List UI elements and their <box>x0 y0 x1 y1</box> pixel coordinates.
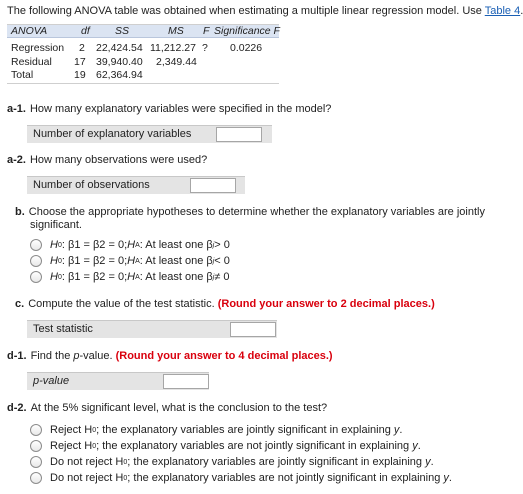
question-c-number: c. <box>15 298 25 310</box>
conclusion-option-4[interactable] <box>30 472 452 484</box>
h0-symbol: H <box>50 255 58 267</box>
option-prefix: Do not reject H <box>50 472 124 484</box>
field-row-explanatory-variables <box>27 125 272 143</box>
anova-ms-regression: 11,212.27 <box>150 42 196 54</box>
alt-operator: < 0 <box>214 255 230 267</box>
anova-header-f: F <box>203 25 210 37</box>
question-c-text: Compute the value of the test statistic. <box>28 298 215 310</box>
y-variable: y <box>425 456 431 468</box>
intro-text <box>7 5 523 17</box>
anova-df-residual: 17 <box>74 56 86 68</box>
field-row-p-value <box>27 372 209 390</box>
field-label-p-value: p-value <box>33 375 70 387</box>
question-c-rounding-note: (Round your answer to 2 decimal places.) <box>217 298 435 310</box>
anova-df-regression: 2 <box>79 42 85 54</box>
question-d2-number: d-2. <box>7 402 27 414</box>
anova-df-total: 19 <box>74 69 86 81</box>
h0-symbol: H <box>50 239 58 251</box>
beta-prefix: : β <box>61 271 75 283</box>
null-hypothesis-text: 1 = β2 = 0; <box>74 239 128 251</box>
question-d1-text: Find the <box>30 350 71 362</box>
alt-hypothesis-text: : At least one β <box>139 271 213 283</box>
j-subscript: j <box>212 241 215 249</box>
y-variable: y <box>393 424 400 436</box>
conclusion-option-3[interactable] <box>30 456 434 468</box>
beta-prefix: : β <box>61 255 75 267</box>
field-label-explanatory-variables: Number of explanatory variables <box>33 128 192 140</box>
anova-ss-regression: 22,424.54 <box>96 42 143 54</box>
intro-sentence: The following ANOVA table was obtained when estimating a multiple linear regression model. Use <box>7 5 482 17</box>
conclusion-option-1[interactable] <box>30 424 402 436</box>
option-period: . <box>430 456 434 468</box>
question-d1-number: d-1. <box>7 350 27 362</box>
test-statistic-input[interactable] <box>230 322 276 337</box>
question-b <box>15 206 485 218</box>
option-period: . <box>417 440 421 452</box>
hypothesis-option-1[interactable] <box>30 239 230 251</box>
ha-symbol: H <box>127 239 136 251</box>
h0-symbol: H <box>50 271 58 283</box>
beta-prefix: : β <box>61 239 75 251</box>
anova-ms-residual: 2,349.44 <box>156 56 197 68</box>
radio-button[interactable] <box>30 239 42 251</box>
anova-header-ms: MS <box>168 25 184 37</box>
table-4-link[interactable]: Table 4 <box>484 5 521 17</box>
question-d2-text: At the 5% significant level, what is the conclusion to the test? <box>30 402 328 414</box>
anova-header-source: ANOVA <box>11 25 48 37</box>
question-b-number: b. <box>15 206 25 218</box>
conclusion-option-2[interactable] <box>30 440 421 452</box>
question-d1 <box>7 350 333 362</box>
alt-hypothesis-text: : At least one β <box>139 239 213 251</box>
radio-button[interactable] <box>30 456 42 468</box>
anova-header-sig: Significance F <box>214 25 280 37</box>
anova-source-total: Total <box>11 69 34 81</box>
question-a1-number: a-1. <box>7 103 26 115</box>
question-a2-number: a-2. <box>7 154 26 166</box>
anova-source-regression: Regression <box>11 42 65 54</box>
question-a1 <box>7 103 331 115</box>
radio-button[interactable] <box>30 472 42 484</box>
j-subscript: j <box>212 257 215 265</box>
hypothesis-option-3[interactable] <box>30 271 230 283</box>
alt-hypothesis-text: : At least one β <box>139 255 213 267</box>
option-text: ; the explanatory variables are jointly significant in explaining <box>96 424 391 436</box>
field-label-test-statistic: Test statistic <box>33 323 93 335</box>
y-variable: y <box>443 472 449 484</box>
option-text: ; the explanatory variables are jointly significant in explaining <box>127 456 423 468</box>
anova-f-regression: ? <box>202 42 208 54</box>
option-period: . <box>448 472 452 484</box>
field-row-observations <box>27 176 245 194</box>
option-prefix: Reject H <box>50 424 93 436</box>
anova-ss-total: 62,364.94 <box>96 69 143 81</box>
radio-button[interactable] <box>30 440 42 452</box>
explanatory-variables-input[interactable] <box>216 127 262 142</box>
alt-operator: > 0 <box>214 239 230 251</box>
h0-subscript: 0 <box>123 474 128 482</box>
question-c <box>15 298 435 310</box>
radio-button[interactable] <box>30 424 42 436</box>
anova-ss-residual: 39,940.40 <box>96 56 143 68</box>
ha-subscript: A <box>135 257 140 265</box>
radio-button[interactable] <box>30 255 42 267</box>
question-d1-p: p <box>73 350 80 362</box>
question-b-text-line2: significant. <box>30 219 82 231</box>
anova-sig-regression: 0.0226 <box>230 42 263 54</box>
null-hypothesis-text: 1 = β2 = 0; <box>74 255 128 267</box>
question-a1-text: How many explanatory variables were specified in the model? <box>29 103 332 115</box>
anova-table <box>7 24 279 84</box>
ha-subscript: A <box>135 273 140 281</box>
ha-subscript: A <box>135 241 140 249</box>
alt-operator: ≠ 0 <box>214 271 230 283</box>
h0-subscript: 0 <box>57 241 62 249</box>
intro-period: . <box>520 5 523 17</box>
option-period: . <box>399 424 403 436</box>
option-text: ; the explanatory variables are not jointly significant in explaining <box>127 472 441 484</box>
anova-header-ss: SS <box>115 25 130 37</box>
h0-subscript: 0 <box>57 257 62 265</box>
observations-input[interactable] <box>190 178 236 193</box>
question-b-text-line1: Choose the appropriate hypotheses to determine whether the explanatory variables are jointly <box>28 206 485 218</box>
null-hypothesis-text: 1 = β2 = 0; <box>74 271 128 283</box>
ha-symbol: H <box>127 255 136 267</box>
h0-subscript: 0 <box>92 426 97 434</box>
question-d2 <box>7 402 327 414</box>
option-text: ; the explanatory variables are not jointly significant in explaining <box>96 440 410 452</box>
question-d1-text-end: -value. <box>79 350 113 362</box>
question-a2 <box>7 154 207 166</box>
question-d1-rounding-note: (Round your answer to 4 decimal places.) <box>115 350 333 362</box>
h0-subscript: 0 <box>92 442 97 450</box>
question-a2-text: How many observations were used? <box>29 154 208 166</box>
ha-symbol: H <box>127 271 136 283</box>
radio-button[interactable] <box>30 271 42 283</box>
p-value-input[interactable] <box>163 374 209 389</box>
anova-source-residual: Residual <box>11 56 52 68</box>
hypothesis-option-2[interactable] <box>30 255 230 267</box>
option-prefix: Do not reject H <box>50 456 124 468</box>
anova-header-df: df <box>81 25 90 37</box>
option-prefix: Reject H <box>50 440 93 452</box>
j-subscript: j <box>212 273 215 281</box>
y-variable: y <box>412 440 418 452</box>
field-row-test-statistic <box>27 320 277 338</box>
field-label-observations: Number of observations <box>33 179 150 191</box>
h0-subscript: 0 <box>57 273 62 281</box>
h0-subscript: 0 <box>123 458 128 466</box>
